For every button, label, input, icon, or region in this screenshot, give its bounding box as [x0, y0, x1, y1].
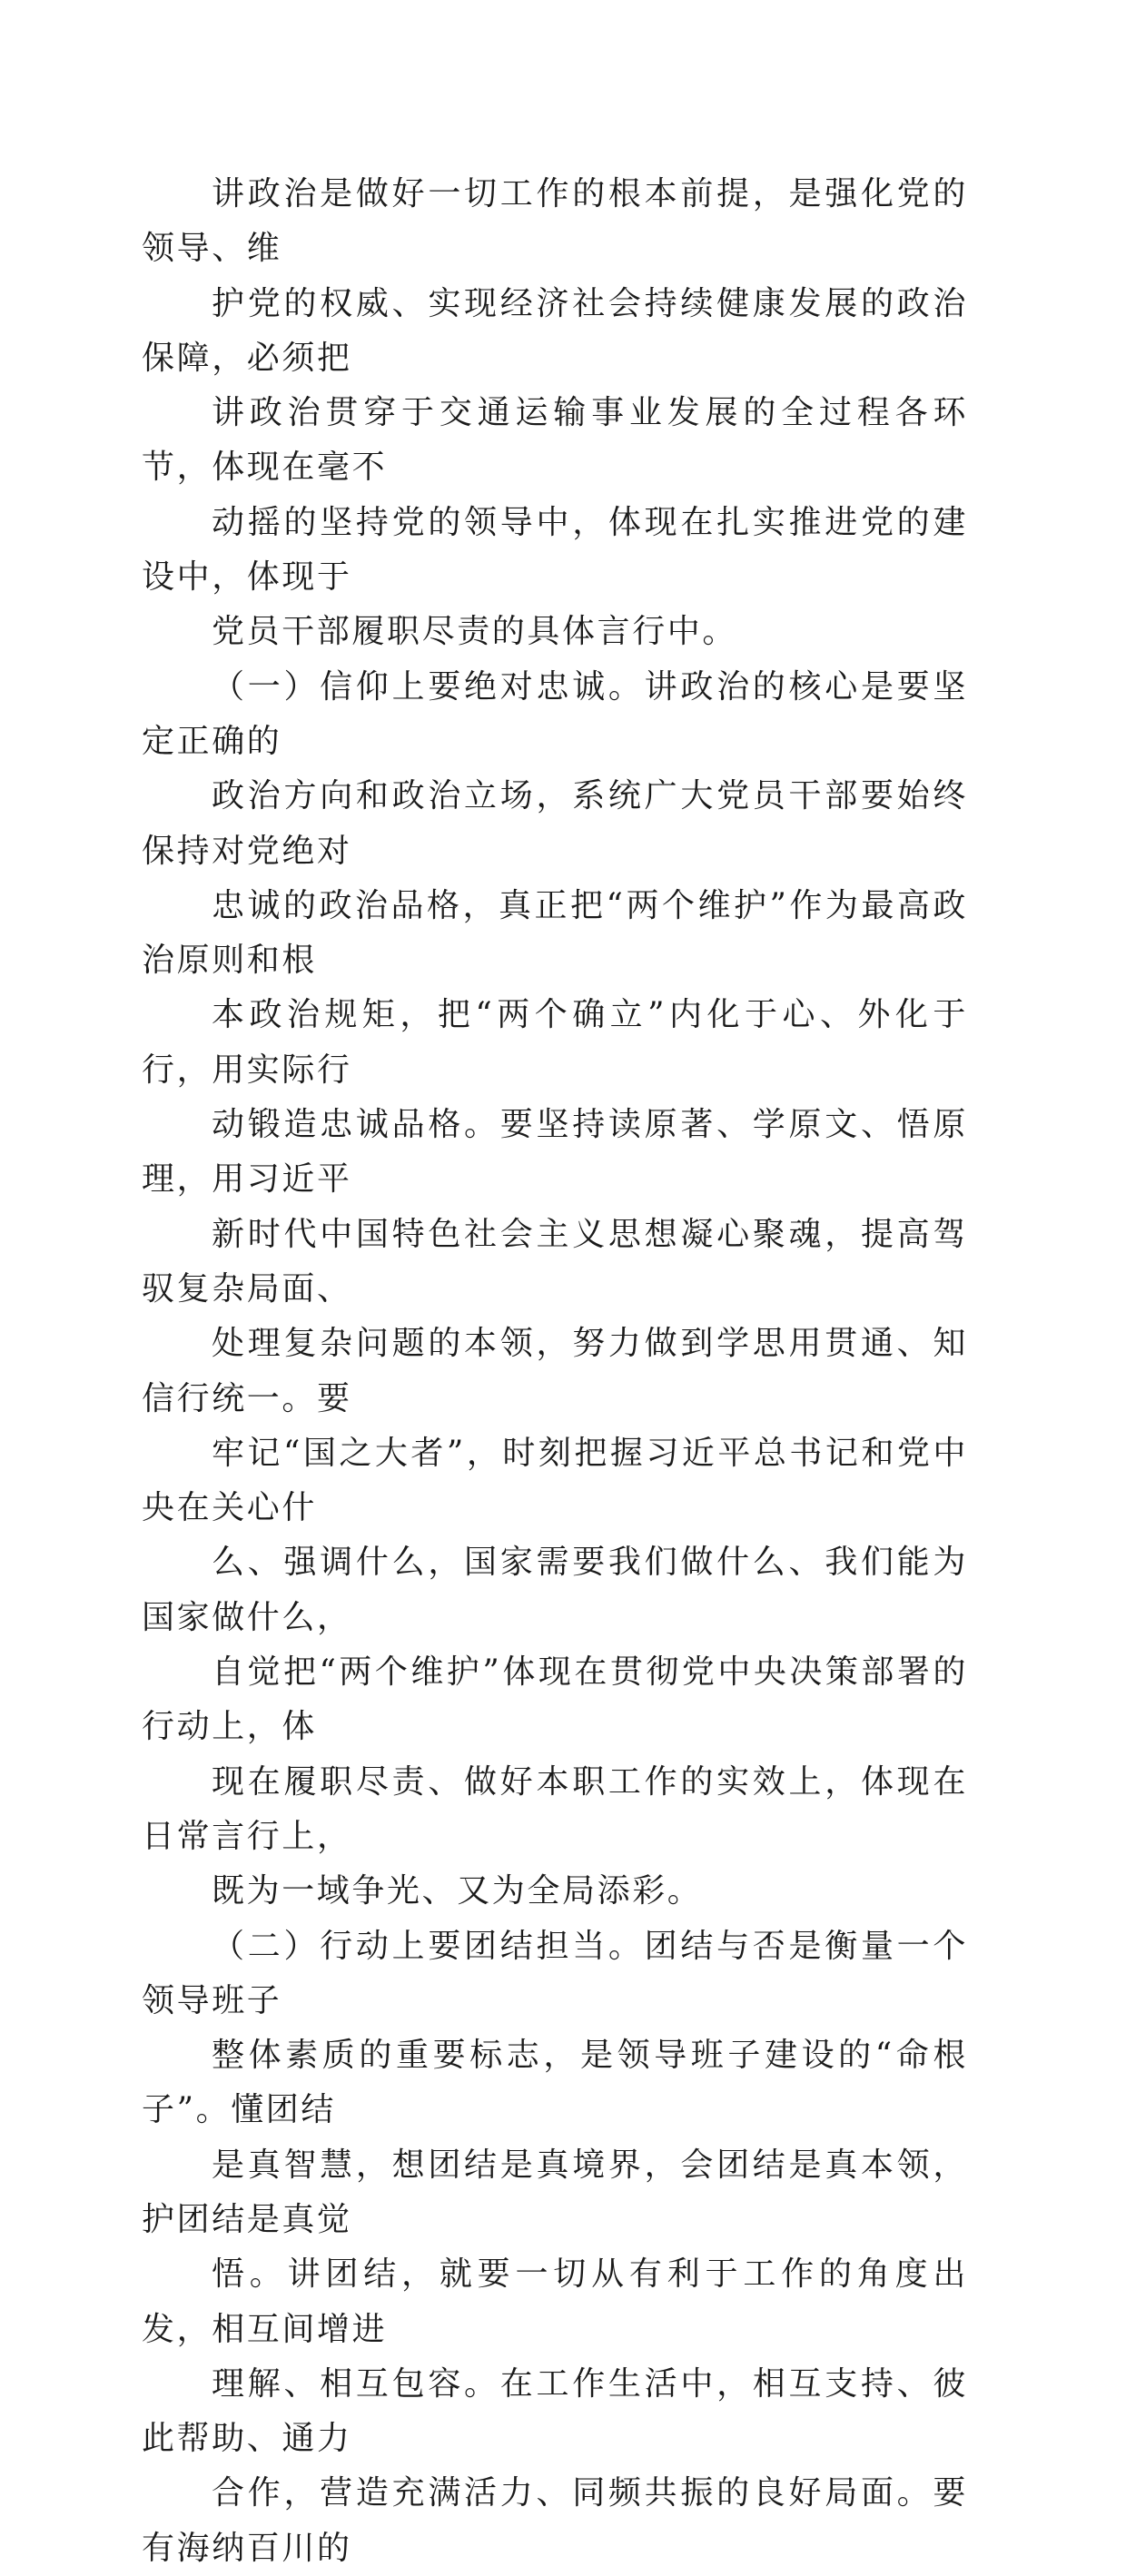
text-line: 护党的权威、实现经济社会持续健康发展的政治保障，必须把 [142, 277, 968, 387]
text-line: 党员干部履职尽责的具体言行中。 [142, 605, 968, 659]
text-line: （一）信仰上要绝对忠诚。讲政治的核心是要坚定正确的 [142, 660, 968, 770]
text-line: 悟。讲团结，就要一切从有利于工作的角度出发，相互间增进 [142, 2247, 968, 2357]
paragraph-section-1 [142, 660, 968, 1920]
text-line: 理解、相互包容。在工作生活中，相互支持、彼此帮助、通力 [142, 2357, 968, 2467]
text-line: 动摇的坚持党的领导中，体现在扎实推进党的建设中，体现于 [142, 496, 968, 606]
text-line: 本政治规矩，把“两个确立”内化于心、外化于行，用实际行 [142, 988, 968, 1098]
text-line: 合作，营造充满活力、同频共振的良好局面。要有海纳百川的 [142, 2466, 968, 2576]
paragraph-intro [142, 167, 968, 660]
text-line: 处理复杂问题的本领，努力做到学思用贯通、知信行统一。要 [142, 1317, 968, 1426]
text-line: 政治方向和政治立场，系统广大党员干部要始终保持对党绝对 [142, 769, 968, 879]
text-line: （二）行动上要团结担当。团结与否是衡量一个领导班子 [142, 1920, 968, 2029]
text-line: 现在履职尽责、做好本职工作的实效上，体现在日常言行上， [142, 1755, 968, 1865]
text-line: 整体素质的重要标志，是领导班子建设的“命根子”。懂团结 [142, 2028, 968, 2138]
text-line: 新时代中国特色社会主义思想凝心聚魂，提高驾驭复杂局面、 [142, 1208, 968, 1318]
text-line: 讲政治贯穿于交通运输事业发展的全过程各环节，体现在毫不 [142, 386, 968, 496]
text-line: 自觉把“两个维护”体现在贯彻党中央决策部署的行动上，体 [142, 1645, 968, 1755]
text-line: 忠诚的政治品格，真正把“两个维护”作为最高政治原则和根 [142, 879, 968, 989]
text-line: 牢记“国之大者”，时刻把握习近平总书记和党中央在关心什 [142, 1426, 968, 1536]
text-line: 讲政治是做好一切工作的根本前提，是强化党的领导、维 [142, 167, 968, 277]
text-line: 么、强调什么，国家需要我们做什么、我们能为国家做什么， [142, 1535, 968, 1645]
text-line: 动锻造忠诚品格。要坚持读原著、学原文、悟原理，用习近平 [142, 1098, 968, 1208]
paragraph-section-2 [142, 1920, 968, 2576]
document-body [142, 167, 968, 2576]
text-line: 是真智慧，想团结是真境界，会团结是真本领，护团结是真觉 [142, 2138, 968, 2248]
text-line: 既为一域争光、又为全局添彩。 [142, 1864, 968, 1919]
